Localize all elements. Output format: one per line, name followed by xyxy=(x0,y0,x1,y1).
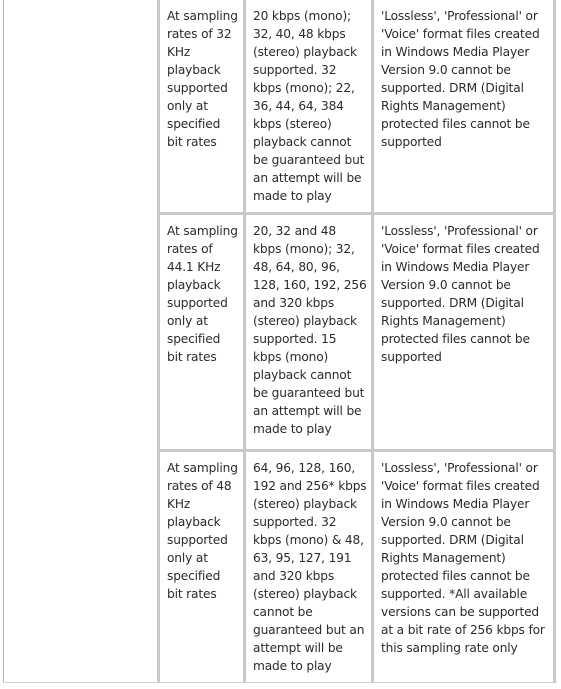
table-row xyxy=(159,214,555,451)
table-row xyxy=(159,0,555,214)
sampling-rate-cell: At sampling rates of 48 KHz playback supported only at specified bit rates xyxy=(159,451,245,683)
table-row xyxy=(159,451,555,683)
sampling-rate-cell: At sampling rates of 32 KHz playback supported only at specified bit rates xyxy=(159,0,245,214)
wma-playback-spec-table xyxy=(157,0,556,682)
notes-cell: 'Lossless', 'Professional' or 'Voice' format files created in Windows Media Player Version 9.0 cannot be supported. DRM (Digital Rights Management) protected files cannot be supported xyxy=(373,0,555,214)
table-bottom-border xyxy=(3,682,557,683)
notes-cell: 'Lossless', 'Professional' or 'Voice' format files created in Windows Media Player Version 9.0 cannot be supported. DRM (Digital Rights Management) protected files cannot be supported xyxy=(373,214,555,451)
sampling-rate-cell: At sampling rates of 44.1 KHz playback supported only at specified bit rates xyxy=(159,214,245,451)
bit-rate-cell: 64, 96, 128, 160, 192 and 256* kbps (stereo) playback supported. 32 kbps (mono) & 48, 63, 95, 127, 191 and 320 kbps (stereo) playback cannot be guaranteed but an attempt will be made to play xyxy=(245,451,373,683)
outer-table-border xyxy=(3,0,4,683)
bit-rate-cell: 20, 32 and 48 kbps (mono); 32, 48, 64, 80, 96, 128, 160, 192, 256 and 320 kbps (stereo) playback supported. 15 kbps (mono) playback cannot be guaranteed but an attempt will be made to play xyxy=(245,214,373,451)
bit-rate-cell: 20 kbps (mono); 32, 40, 48 kbps (stereo) playback supported. 32 kbps (mono); 22, 36, 44, 64, 384 kbps (stereo) playback cannot be guaranteed but an attempt will be made to play xyxy=(245,0,373,214)
notes-cell: 'Lossless', 'Professional' or 'Voice' format files created in Windows Media Player Version 9.0 cannot be supported. DRM (Digital Rights Management) protected files cannot be supported. *All available versions can be supported at a bit rate of 256 kbps for this sampling rate only xyxy=(373,451,555,683)
